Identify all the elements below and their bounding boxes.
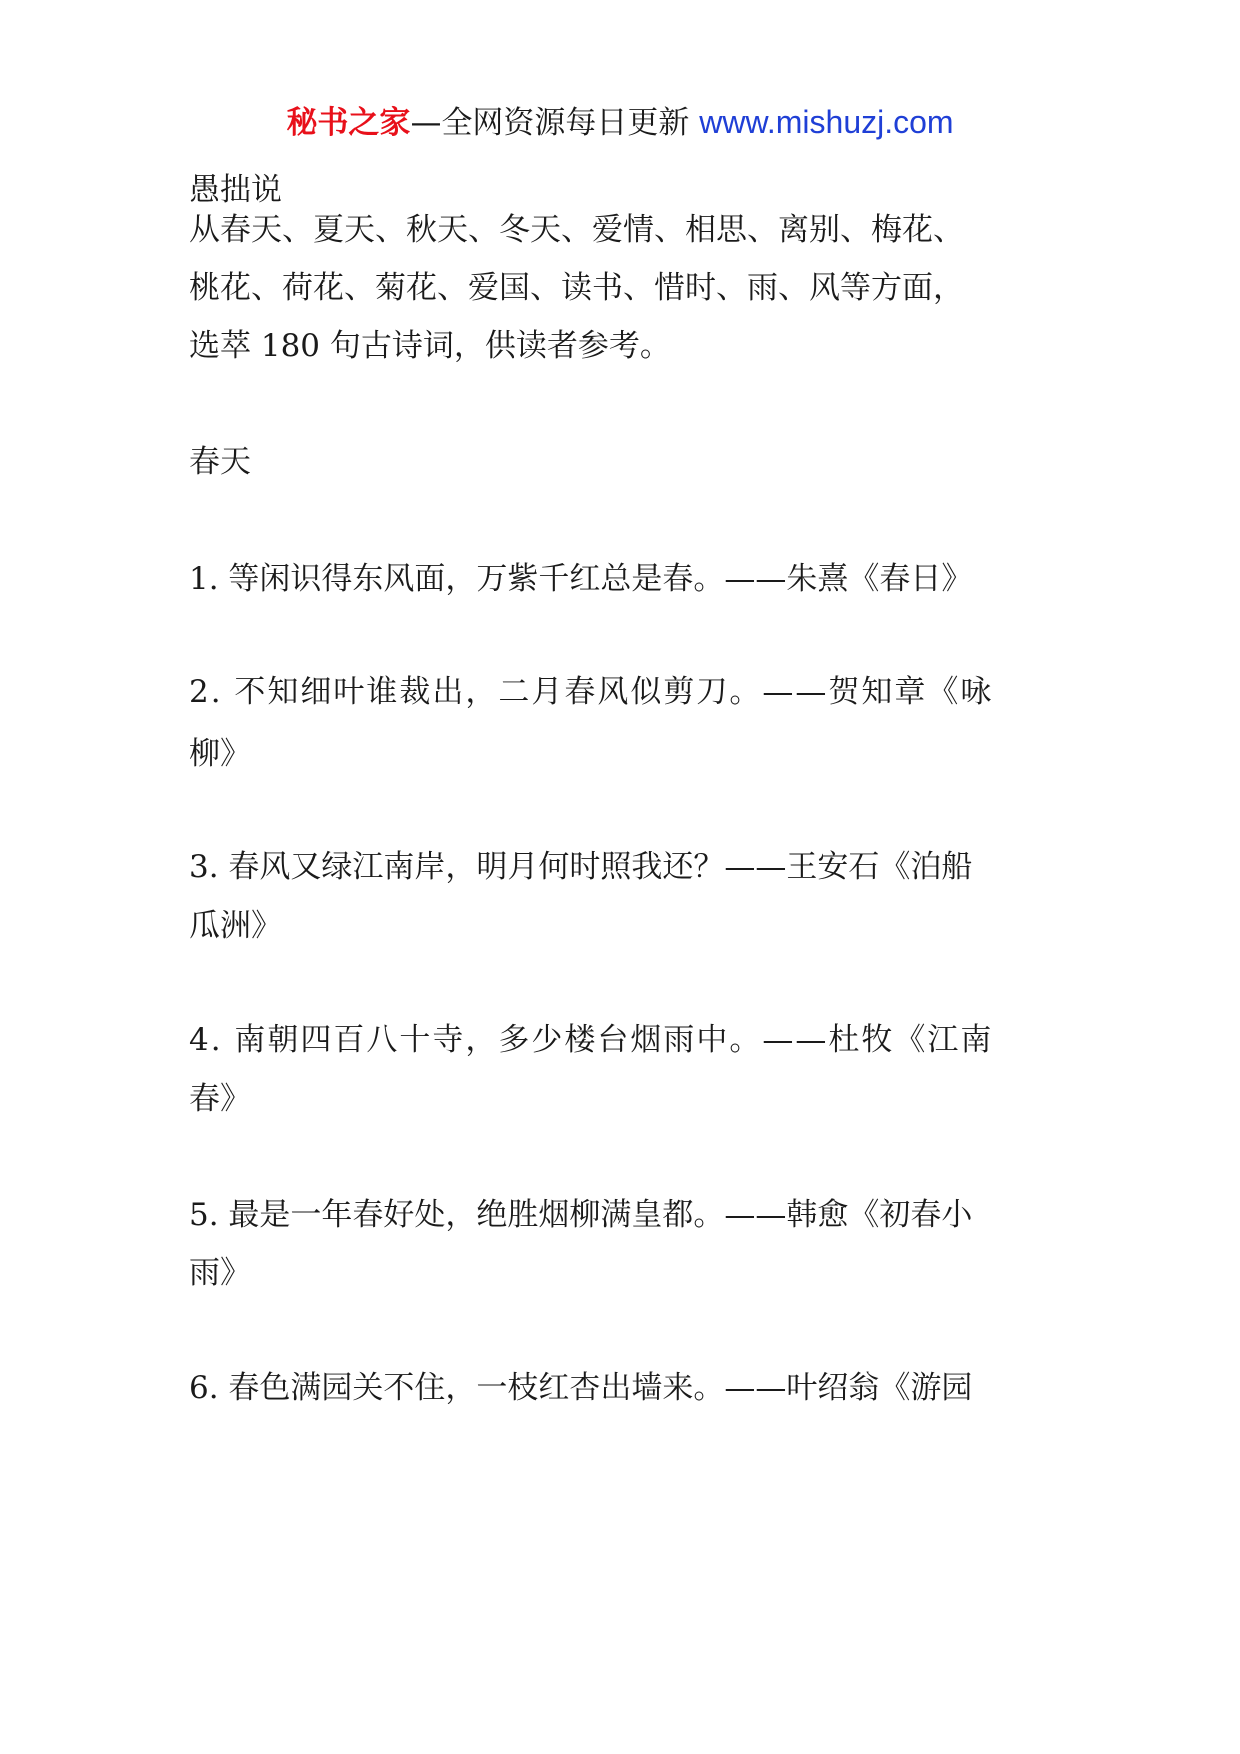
intro-line-3: 选萃 180 句古诗词，供读者参考。 [189,328,671,364]
site-url-link[interactable]: www.mishuzj.com [699,104,954,140]
site-brand: 秘书之家 [286,105,411,141]
poem-item-5-line-2: 雨》 [189,1255,251,1291]
poem-item-3-line-2: 瓜洲》 [189,908,282,944]
poem-item-5-line-1: 5. 最是一年春好处，绝胜烟柳满皇都。——韩愈《初春小 [189,1197,973,1233]
poem-item-6-line-1: 6. 春色满园关不住，一枝红杏出墙来。——叶绍翁《游园 [189,1370,973,1406]
intro-line-2: 桃花、荷花、菊花、爱国、读书、惜时、雨、风等方面， [189,270,964,306]
poem-item-1-line-1: 1. 等闲识得东风面，万紫千红总是春。——朱熹《春日》 [189,561,973,597]
poem-item-2-line-2: 柳》 [189,736,251,772]
poem-item-2-line-1: 2. 不知细叶谁裁出，二月春风似剪刀。——贺知章《咏 [189,674,994,710]
author-line: 愚拙说 [189,172,282,208]
poem-item-4-line-2: 春》 [189,1081,251,1117]
intro-line-1: 从春天、夏天、秋天、冬天、爱情、相思、离别、梅花、 [189,212,964,248]
site-header [0,100,1240,145]
section-title: 春天 [189,444,251,480]
poem-item-4-line-1: 4. 南朝四百八十寺，多少楼台烟雨中。——杜牧《江南 [189,1022,994,1058]
poem-item-3-line-1: 3. 春风又绿江南岸，明月何时照我还？——王安石《泊船 [189,849,973,885]
site-slogan: —全网资源每日更新 [410,105,690,141]
